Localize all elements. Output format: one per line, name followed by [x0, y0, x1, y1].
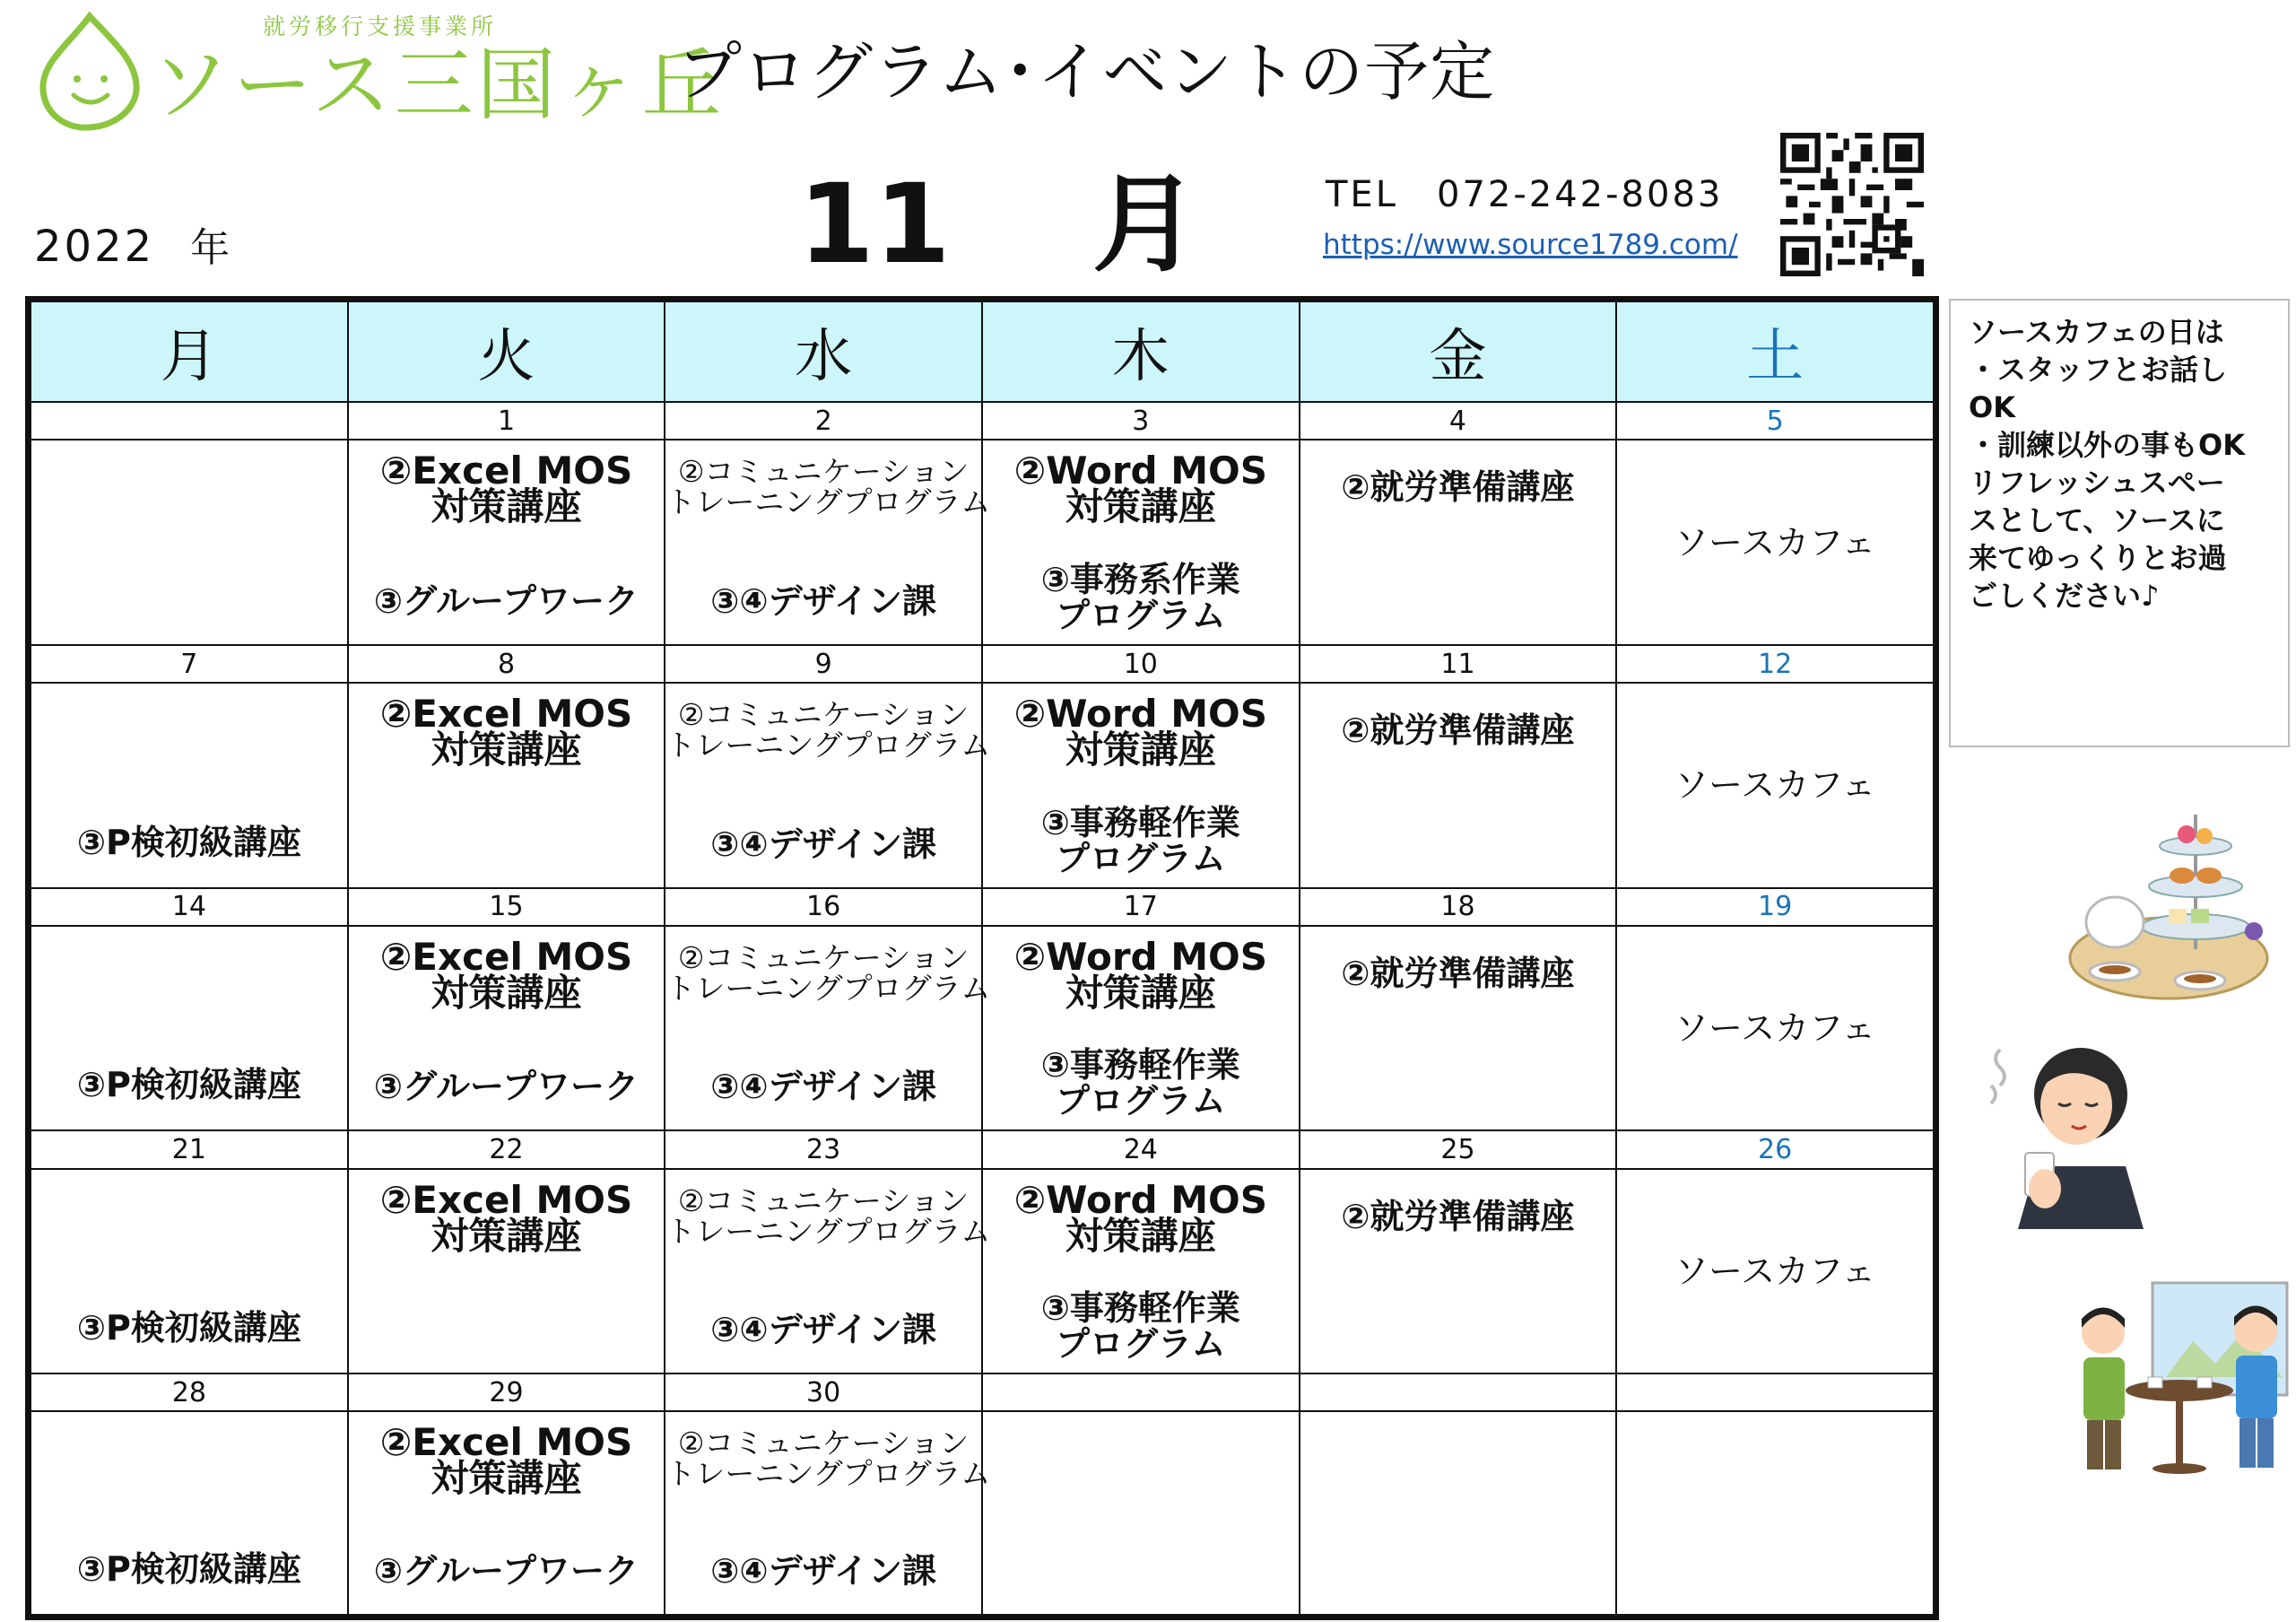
event-text: ②Word MOS 対策講座 — [1013, 934, 1267, 1015]
date-cell: 22 — [348, 1130, 665, 1168]
event-text: ソースカフェ — [1674, 765, 1876, 806]
date-cell: 11 — [1300, 645, 1617, 683]
event-cell-wed — [665, 683, 991, 888]
date-row — [30, 1130, 1934, 1168]
year-label — [34, 215, 232, 273]
date-cell: 2 — [665, 402, 982, 440]
note-line: リフレッシュスペー — [1969, 466, 2225, 500]
weekday-tue: 火 — [348, 301, 665, 402]
event-text: ③④デザイン課 — [710, 1067, 936, 1107]
event-text: ソースカフェ — [1674, 522, 1876, 562]
year-suffix: 年 — [190, 225, 233, 271]
event-cell-sat — [1616, 440, 1934, 645]
event-cell-thu — [982, 926, 1300, 1131]
date-cell: 24 — [982, 1130, 1300, 1168]
weekday-thu: 木 — [982, 301, 1300, 402]
date-cell — [982, 1373, 1300, 1411]
date-cell: 4 — [1300, 402, 1617, 440]
event-row — [30, 926, 1934, 1131]
event-cell-thu — [982, 440, 1300, 645]
date-cell: 15 — [348, 888, 665, 926]
event-text: ②Word MOS 対策講座 — [1013, 692, 1267, 772]
event-text: ②コミュニケーション トレーニングプログラム — [665, 1182, 991, 1249]
event-cell-mon — [30, 1411, 348, 1615]
weekday-fri: 金 — [1300, 301, 1617, 402]
event-text: ③P検初級講座 — [76, 1065, 301, 1105]
event-text: ②Excel MOS 対策講座 — [379, 1420, 633, 1501]
event-text: ③グループワーク — [373, 581, 639, 622]
note-line: ・訓練以外の事もOK — [1969, 428, 2246, 462]
event-text: ③事務軽作業 プログラム — [1040, 802, 1240, 878]
smiling-drop-logo-icon — [34, 7, 151, 133]
event-text: ③グループワーク — [373, 1551, 639, 1591]
event-cell-fri — [1300, 1169, 1617, 1374]
event-text: ソースカフェ — [1674, 1008, 1876, 1049]
calendar — [25, 296, 1939, 1620]
event-text: ③事務系作業 プログラム — [1040, 560, 1240, 636]
date-cell: 9 — [665, 645, 982, 683]
event-text: ②Word MOS 対策講座 — [1013, 449, 1267, 529]
month-number: 11 — [798, 161, 951, 288]
date-cell: 16 — [665, 888, 982, 926]
page-title: プログラム･イベントの予定 — [677, 34, 1496, 109]
event-cell-fri — [1300, 1411, 1617, 1615]
event-text: ③④デザイン課 — [710, 1551, 936, 1591]
event-cell-mon — [30, 926, 348, 1131]
note-line: ごしください♪ — [1969, 579, 2160, 613]
website-link[interactable]: https://www.source1789.com/ — [1323, 229, 1738, 261]
event-text: ③④デザイン課 — [710, 824, 936, 864]
event-cell-wed — [665, 440, 991, 645]
event-cell-mon — [30, 1169, 348, 1374]
cafe-note — [1949, 299, 2290, 747]
event-text: ②コミュニケーション トレーニングプログラム — [665, 939, 991, 1006]
date-row — [30, 402, 1934, 440]
event-cell-mon — [30, 440, 348, 645]
people-at-cafe-table-icon — [2067, 1278, 2292, 1485]
date-cell: 18 — [1300, 888, 1617, 926]
event-text: ②就労準備講座 — [1341, 711, 1575, 751]
event-text: ②コミュニケーション トレーニングプログラム — [665, 454, 991, 520]
event-cell-tue — [348, 926, 665, 1131]
date-cell: 29 — [348, 1373, 665, 1411]
event-text: ③P検初級講座 — [76, 1549, 301, 1589]
date-cell-saturday: 5 — [1616, 402, 1934, 440]
date-cell — [1300, 1373, 1617, 1411]
event-cell-wed — [665, 1169, 991, 1374]
date-cell-saturday: 12 — [1616, 645, 1934, 683]
event-cell-fri — [1300, 440, 1617, 645]
event-cell-sat — [1616, 926, 1934, 1131]
event-text: ③事務軽作業 プログラム — [1040, 1288, 1240, 1365]
woman-drinking-coffee-icon — [1982, 1032, 2152, 1229]
event-row — [30, 1169, 1934, 1374]
event-cell-tue — [348, 1411, 665, 1615]
date-cell: 23 — [665, 1130, 982, 1168]
qr-code-icon — [1780, 133, 1924, 276]
event-text: ③P検初級講座 — [76, 822, 301, 862]
date-cell: 7 — [30, 645, 348, 683]
event-text: ③事務軽作業 プログラム — [1040, 1045, 1240, 1121]
event-text: ②就労準備講座 — [1341, 467, 1575, 508]
date-cell: 25 — [1300, 1130, 1617, 1168]
event-cell-mon — [30, 683, 348, 888]
event-text: ③P検初級講座 — [76, 1308, 301, 1348]
note-line: ソースカフェの日は — [1969, 315, 2224, 349]
date-cell-saturday: 26 — [1616, 1130, 1934, 1168]
event-cell-thu — [982, 683, 1300, 888]
event-cell-tue — [348, 683, 665, 888]
afternoon-tea-icon — [2061, 797, 2276, 1012]
month-suffix: 月 — [1092, 162, 1199, 286]
date-cell: 3 — [982, 402, 1300, 440]
event-cell-sat — [1616, 1411, 1934, 1615]
note-line: OK — [1969, 390, 2015, 424]
weekday-header-row — [30, 301, 1934, 402]
note-line: スとして、ソースに — [1969, 503, 2225, 537]
event-text: ソースカフェ — [1674, 1251, 1876, 1291]
weekday-wed: 水 — [665, 301, 982, 402]
event-text: ②就労準備講座 — [1341, 1196, 1575, 1236]
event-row — [30, 683, 1934, 888]
event-cell-sat — [1616, 1169, 1934, 1374]
note-line: ・スタッフとお話し — [1969, 353, 2228, 387]
event-row — [30, 440, 1934, 645]
date-cell: 1 — [348, 402, 665, 440]
date-cell: 14 — [30, 888, 348, 926]
event-cell-wed — [665, 926, 991, 1131]
event-row — [30, 1411, 1934, 1615]
event-text: ②Excel MOS 対策講座 — [379, 1177, 633, 1258]
event-text: ②コミュニケーション トレーニングプログラム — [665, 697, 991, 763]
event-text: ②Excel MOS 対策講座 — [379, 934, 633, 1015]
event-text: ③④デザイン課 — [710, 1310, 936, 1350]
event-text: ②Excel MOS 対策講座 — [379, 692, 633, 772]
date-row — [30, 645, 1934, 683]
date-cell-saturday: 19 — [1616, 888, 1934, 926]
logo-subtitle: 就労移行支援事業所 — [263, 13, 498, 39]
event-cell-tue — [348, 1169, 665, 1374]
event-cell-thu — [982, 1411, 1300, 1615]
weekday-mon: 月 — [30, 301, 348, 402]
date-cell: 30 — [665, 1373, 982, 1411]
date-cell — [30, 402, 348, 440]
date-row — [30, 1373, 1934, 1411]
date-cell: 8 — [348, 645, 665, 683]
event-text: ②Excel MOS 対策講座 — [379, 449, 633, 529]
year-value: 2022 — [34, 222, 155, 272]
date-cell-saturday — [1616, 1373, 1934, 1411]
event-text: ③④デザイン課 — [710, 581, 936, 622]
event-cell-fri — [1300, 926, 1617, 1131]
date-cell: 10 — [982, 645, 1300, 683]
event-text: ②Word MOS 対策講座 — [1013, 1177, 1267, 1258]
weekday-sat: 土 — [1616, 301, 1934, 402]
date-cell: 28 — [30, 1373, 348, 1411]
event-text: ②コミュニケーション トレーニングプログラム — [665, 1426, 991, 1492]
calendar-table — [30, 301, 1935, 1616]
event-cell-wed — [665, 1411, 991, 1615]
date-cell: 17 — [982, 888, 1300, 926]
date-row — [30, 888, 1934, 926]
event-cell-tue — [348, 440, 665, 645]
event-cell-fri — [1300, 683, 1617, 888]
event-text: ③グループワーク — [373, 1067, 639, 1107]
event-cell-thu — [982, 1169, 1300, 1374]
logo — [34, 7, 725, 133]
event-cell-sat — [1616, 683, 1934, 888]
telephone: TEL 072-242-8083 — [1326, 174, 1724, 215]
note-line: 来てゆっくりとお過 — [1969, 541, 2227, 575]
logo-name: ソース三国ヶ丘 — [151, 39, 725, 131]
event-text: ②就労準備講座 — [1341, 953, 1575, 993]
date-cell: 21 — [30, 1130, 348, 1168]
